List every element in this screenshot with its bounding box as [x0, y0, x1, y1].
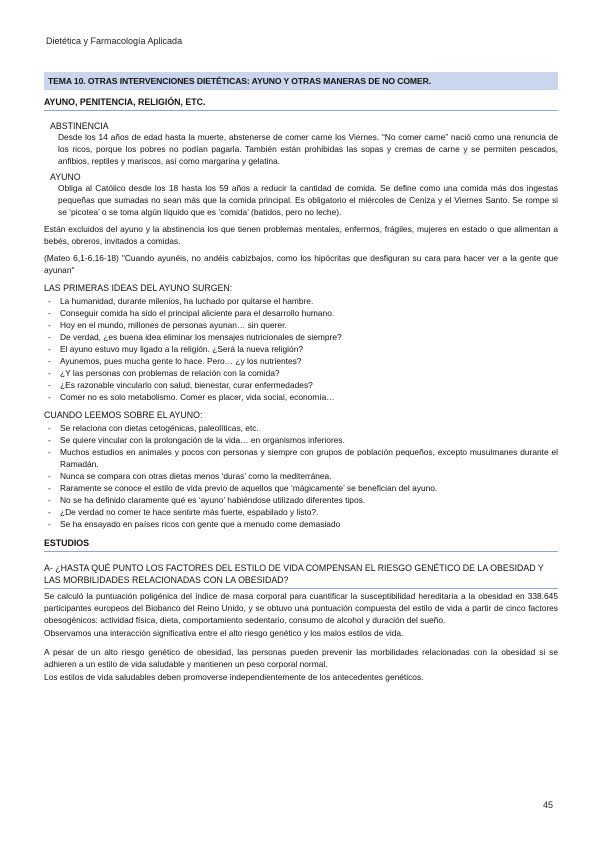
list-item: - Muchos estudios en animales y pocos con personas y siempre con grupos de población pequeños, excepto musulmanes durante el Ramadán. — [48, 447, 558, 469]
study-a-paragraph: Se calculó la puntuación poligénica del índice de masa corporal para cuantificar la susceptibilidad hereditaria a la obesidad en 338.645 participantes europeos del Biobanco del Reino Unido, y se obtuvo una puntuación compuesta del estilo de vida a partir de cinco factores obesogénicos: actividad física, dieta, comportamiento sedentario, consumo de alcohol y duración del sueño. — [44, 591, 558, 625]
list-cuando-leemos — [44, 422, 558, 530]
list-item: - La humanidad, durante milenios, ha luchado por quitarse el hambre. — [48, 296, 314, 306]
study-a-title: A- ¿HASTA QUÉ PUNTO LOS FACTORES DEL ESTILO DE VIDA COMPENSAN EL RIESGO GENÉTICO DE LA OBESIDAD Y LAS MORBILIDADES RELACIONADAS CON LA OBESIDAD? — [44, 562, 558, 589]
page-content — [44, 72, 558, 683]
list-item: - Ayunemos, pues mucha gente lo hace. Pero… ¿y los nutrientes? — [48, 356, 302, 366]
study-a-paragraph: Observamos una interacción significativa entre el alto riesgo genético y los malos estilos de vida. — [44, 628, 404, 638]
ayuno-body: Obliga al Católico desde los 18 hasta los 59 años a reducir la cantidad de comida. Se define como una comida más dos ingestas pequeñas que sumadas no sean más que la comida principal. Es obligatorio el miércoles de Ceniza y el Viernes Santo. Se rompe si se ‘picotea’ o se toma algún líquido que es ‘comida’ (batidos, pero no leche). — [58, 183, 558, 217]
list-item: - Nunca se compara con otras dietas menos ‘duras’ como la mediterránea. — [48, 471, 332, 481]
page-number: 45 — [543, 800, 554, 810]
list-item: - Hoy en el mundo, millones de personas ayunan… sin querer. — [48, 320, 287, 330]
section-heading-estudios: ESTUDIOS — [44, 538, 558, 552]
list-heading-cuando-leemos: CUANDO LEEMOS SOBRE EL AYUNO: — [44, 410, 203, 420]
running-header: Dietética y Farmacología Aplicada — [46, 36, 183, 46]
paragraph-excluidos: Están excluidos del ayuno y la abstinencia los que tienen problemas mentales, enfermos, frágiles, mujeres en estado o que alimentan a bebés, obreros, invitados a comidas. — [44, 224, 558, 246]
list-item: - Se relaciona con dietas cetogénicas, paleolíticas, etc. — [48, 423, 259, 433]
list-item: - De verdad, ¿es buena idea eliminar los mensajes nutricionales de siempre? — [48, 332, 342, 342]
list-item: - Comer no es solo metabolismo. Comer es placer, vida social, economía… — [48, 392, 335, 402]
subheading-ayuno: AYUNO — [50, 172, 81, 182]
subheading-abstinencia: ABSTINENCIA — [50, 121, 109, 131]
list-item: - Se ha ensayado en países ricos con gente que a menudo come demasiado — [48, 519, 341, 529]
paragraph-mateo-quote: (Mateo 6,1-6.16-18) "Cuando ayunéis, no andéis cabizbajos, como los hipócritas que desfiguran su cara para hacer ver a la gente que ayunan" — [44, 253, 558, 275]
section-heading-ayuno: AYUNO, PENITENCIA, RELIGIÓN, ETC. — [44, 97, 558, 111]
list-item: - No se ha definido claramente qué es ‘ayuno’ habiéndose utilizado diferentes tipos. — [48, 495, 366, 505]
list-item: - ¿De verdad no comer te hace sentirte más fuerte, espabilado y listo?. — [48, 507, 319, 517]
list-item: - ¿Y las personas con problemas de relación con la comida? — [48, 368, 280, 378]
list-primeras-ideas — [44, 295, 558, 403]
abstinencia-body: Desde los 14 años de edad hasta la muerte, abstenerse de comer carne los Viernes. “No comer carne” nació como una renuncia de los ricos, porque los pobres no podían pagarla. También están prohibidas las sopas y cremas de carne y se permiten pescados, anfibios, reptiles y mariscos, así como margarina y gelatina. — [58, 132, 558, 166]
study-a-paragraph: Los estilos de vida saludables deben promoverse independientemente de los antecedentes genéticos. — [44, 672, 424, 682]
list-item: - Raramente se conoce el estilo de vida previo de aquellos que ‘mágicamente’ se benefician del ayuno. — [48, 483, 438, 493]
list-item: - Conseguir comida ha sido el principal aliciente para el desarrollo humano. — [48, 308, 335, 318]
study-a-paragraph: A pesar de un alto riesgo genético de obesidad, las personas pueden prevenir las morbilidades relacionadas con la obesidad si se adhieren a un estilo de vida saludable y mantienen un peso corporal normal. — [44, 647, 558, 669]
topic-banner: TEMA 10. OTRAS INTERVENCIONES DIETÉTICAS: AYUNO Y OTRAS MANERAS DE NO COMER. — [44, 72, 558, 90]
list-item: - Se quiere vincular con la prolongación de la vida… en organismos inferiores. — [48, 435, 345, 445]
list-item: - ¿Es razonable vincularlo con salud, bienestar, curar enfermedades? — [48, 380, 313, 390]
list-item: - El ayuno estuvo muy ligado a la religión. ¿Será la nueva religión? — [48, 344, 304, 354]
list-heading-primeras-ideas: LAS PRIMERAS IDEAS DEL AYUNO SURGEN: — [44, 283, 233, 293]
